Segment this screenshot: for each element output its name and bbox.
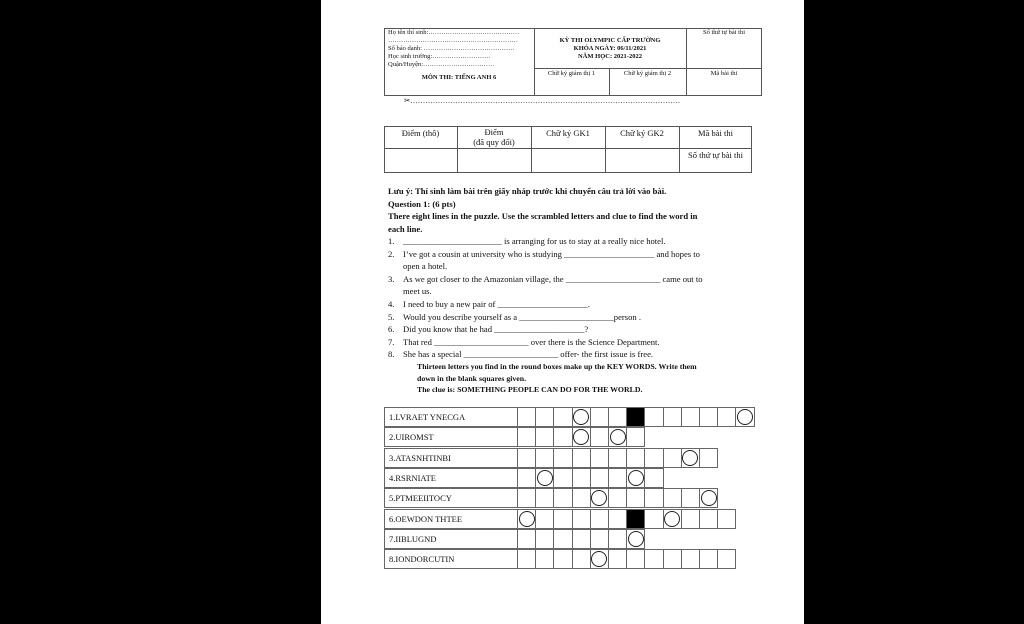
puzzle-cell[interactable] — [663, 407, 682, 427]
key-words-instructions: Thirteen letters you find in the round boxes make up the KEY WORDS. Write them down in the blank squares given. The clue is: SOMETHING PEOPLE CAN DO FOR THE WORLD. — [417, 362, 697, 394]
list-item: 2. I’ve got a cousin at university who is studying _____________________ and hopes to — [388, 248, 700, 259]
invigilator1-label: Chữ ký giám thị 1 — [547, 70, 596, 77]
puzzle-cell[interactable] — [535, 448, 554, 468]
puzzle-circle-marker — [537, 470, 553, 486]
list-item: 7. That red ______________________ over there is the Science Department. — [388, 336, 660, 347]
puzzle-clue-label: 2.UIROMST — [384, 427, 518, 447]
puzzle-cell[interactable] — [644, 488, 663, 508]
list-item: 5. Would you describe yourself as a ______________________person . — [388, 311, 641, 322]
puzzle-circle-marker — [628, 531, 644, 547]
list-item: 6. Did you know that he had _____________________? — [388, 324, 589, 335]
puzzle-cell[interactable] — [608, 468, 627, 488]
puzzle-cell[interactable] — [517, 488, 536, 508]
puzzle-cell[interactable] — [553, 407, 572, 427]
paper-code-label: Mã bài thi — [710, 70, 738, 77]
grader1-header: Chữ ký GK1 — [546, 128, 590, 138]
puzzle-cell[interactable] — [535, 427, 554, 447]
puzzle-cell[interactable] — [572, 549, 591, 569]
puzzle-cell[interactable] — [517, 529, 536, 549]
puzzle-cell[interactable] — [644, 509, 663, 529]
puzzle-cell[interactable] — [717, 509, 736, 529]
puzzle-cell[interactable] — [626, 448, 645, 468]
puzzle-clue-label: 3.ATASNHTINBI — [384, 448, 518, 468]
puzzle-cell[interactable] — [535, 509, 554, 529]
puzzle-circle-marker — [737, 409, 753, 425]
puzzle-cell[interactable] — [590, 529, 609, 549]
puzzle-clue-label: 6.OEWDON THTEE — [384, 509, 518, 529]
puzzle-cell[interactable] — [535, 488, 554, 508]
invigilator2-label: Chữ ký giám thị 2 — [623, 70, 672, 77]
puzzle-cell[interactable] — [553, 468, 572, 488]
puzzle-cell[interactable] — [681, 488, 700, 508]
puzzle-cell[interactable] — [590, 509, 609, 529]
seq-no-label: Số thứ tự bài thi — [702, 29, 746, 36]
puzzle-cell[interactable] — [553, 509, 572, 529]
puzzle-cell[interactable] — [553, 427, 572, 447]
puzzle-cell[interactable] — [590, 427, 609, 447]
puzzle-cell[interactable] — [517, 468, 536, 488]
grader2-header: Chữ ký GK2 — [620, 128, 664, 138]
puzzle-cell[interactable] — [535, 407, 554, 427]
puzzle-cell[interactable] — [608, 407, 627, 427]
puzzle-cell[interactable] — [717, 407, 736, 427]
puzzle-cell[interactable] — [517, 407, 536, 427]
puzzle-cell[interactable] — [572, 448, 591, 468]
puzzle-cell[interactable] — [608, 509, 627, 529]
puzzle-circle-marker — [682, 450, 698, 466]
puzzle-cell[interactable] — [644, 448, 663, 468]
puzzle-black-cell — [626, 407, 645, 427]
score-raw-header: Điểm (thô) — [401, 128, 440, 138]
puzzle-cell[interactable] — [663, 549, 682, 569]
puzzle-cell[interactable] — [663, 488, 682, 508]
puzzle-cell[interactable] — [590, 468, 609, 488]
puzzle-cell[interactable] — [681, 509, 700, 529]
puzzle-cell[interactable] — [590, 448, 609, 468]
puzzle-circle-marker — [573, 409, 589, 425]
puzzle-cell[interactable] — [699, 448, 718, 468]
puzzle-cell[interactable] — [535, 549, 554, 569]
puzzle-cell[interactable] — [681, 407, 700, 427]
puzzle-cell[interactable] — [517, 427, 536, 447]
puzzle-circle-marker — [519, 511, 535, 527]
puzzle-cell[interactable] — [572, 509, 591, 529]
sentence-list: 1. _______________________ is arranging for us to stay at a really nice hotel. 2. I’ve got a cousin at university who is studying _____________________ and hopes to open a hotel. 3. As we got closer to the Amazonian village, the ______________________ came out to meet us. 4. I need to buy a new pair of _____________________. 5. Would you describe yourself as a ______________________person . 6. Did you know that he had _____________________? 7. That red ______________________ over there is the Science Department. 8. She has a special ______________________ offer- the first issue is free. — [321, 235, 804, 361]
list-item: 1. _______________________ is arranging for us to stay at a really nice hotel. — [388, 236, 666, 246]
puzzle-cell[interactable] — [644, 468, 663, 488]
seq-no-header: Số thứ tự bài thi — [687, 150, 744, 160]
puzzle-cell[interactable] — [553, 549, 572, 569]
puzzle-clue-label: 7.IIBLUGND — [384, 529, 518, 549]
puzzle-cell[interactable] — [626, 488, 645, 508]
puzzle-cell[interactable] — [626, 549, 645, 569]
puzzle-cell[interactable] — [699, 509, 718, 529]
puzzle-clue-label: 5.PTMEEIITOCY — [384, 488, 518, 508]
puzzle-cell[interactable] — [572, 529, 591, 549]
puzzle-cell[interactable] — [517, 549, 536, 569]
puzzle-cell[interactable] — [608, 488, 627, 508]
instructions: Lưu ý: Thí sinh làm bài trên giấy nháp trước khi chuyển câu trả lời vào bài. Question 1: (6 pts) There eight lines in the puzzle. Use the scrambled letters and clue to find the word in each line. — [388, 186, 698, 234]
paper-code-header: Mã bài thi — [698, 128, 733, 138]
list-item: 3. As we got closer to the Amazonian village, the ______________________ came out to — [388, 273, 703, 284]
puzzle-cell[interactable] — [553, 529, 572, 549]
puzzle-clue-label: 1.LVRAET YNECGA — [384, 407, 518, 427]
puzzle-cell[interactable] — [717, 549, 736, 569]
puzzle-cell[interactable] — [699, 549, 718, 569]
puzzle-cell[interactable] — [644, 549, 663, 569]
puzzle-cell[interactable] — [572, 468, 591, 488]
puzzle-cell[interactable] — [608, 549, 627, 569]
puzzle-cell[interactable] — [699, 407, 718, 427]
puzzle-cell[interactable] — [553, 448, 572, 468]
cut-line: ✂……………………………………………………………………………………………… — [404, 96, 681, 105]
puzzle-cell[interactable] — [626, 427, 645, 447]
puzzle-black-cell — [626, 509, 645, 529]
puzzle-cell[interactable] — [681, 549, 700, 569]
puzzle-cell[interactable] — [663, 448, 682, 468]
exam-title-block: KỲ THI OLYMPIC CẤP TRƯỜNG KHÓA NGÀY: 06/11/2021 NĂM HỌC: 2021-2022 — [559, 37, 661, 60]
puzzle-cell[interactable] — [535, 529, 554, 549]
puzzle-cell[interactable] — [553, 488, 572, 508]
puzzle-clue-label: 4.RSRNIATE — [384, 468, 518, 488]
puzzle-cell[interactable] — [517, 448, 536, 468]
student-fields: Họ tên thí sinh:…………………………………… …………………………………………………… Số báo danh: …………………………………… Học sinh trường:……………………… Quận/Huyện:…………………………… — [388, 29, 520, 68]
puzzle-circle-marker — [701, 490, 717, 506]
puzzle-cell[interactable] — [608, 448, 627, 468]
puzzle-cell[interactable] — [608, 529, 627, 549]
list-item: 4. I need to buy a new pair of _____________________. — [388, 298, 590, 309]
puzzle-clue-label: 8.IONDORCUTIN — [384, 549, 518, 569]
puzzle-circle-marker — [610, 429, 626, 445]
puzzle-circle-marker — [664, 511, 680, 527]
exam-paper — [321, 0, 804, 624]
list-item: 8. She has a special ______________________ offer- the first issue is free. — [388, 349, 654, 360]
score-converted-header: Điểm (đã quy đổi) — [473, 127, 515, 147]
subject: MÔN THI: TIẾNG ANH 6 — [421, 74, 497, 81]
puzzle-cell[interactable] — [644, 407, 663, 427]
puzzle-cell[interactable] — [590, 407, 609, 427]
puzzle-circle-marker — [628, 470, 644, 486]
puzzle-cell[interactable] — [572, 488, 591, 508]
